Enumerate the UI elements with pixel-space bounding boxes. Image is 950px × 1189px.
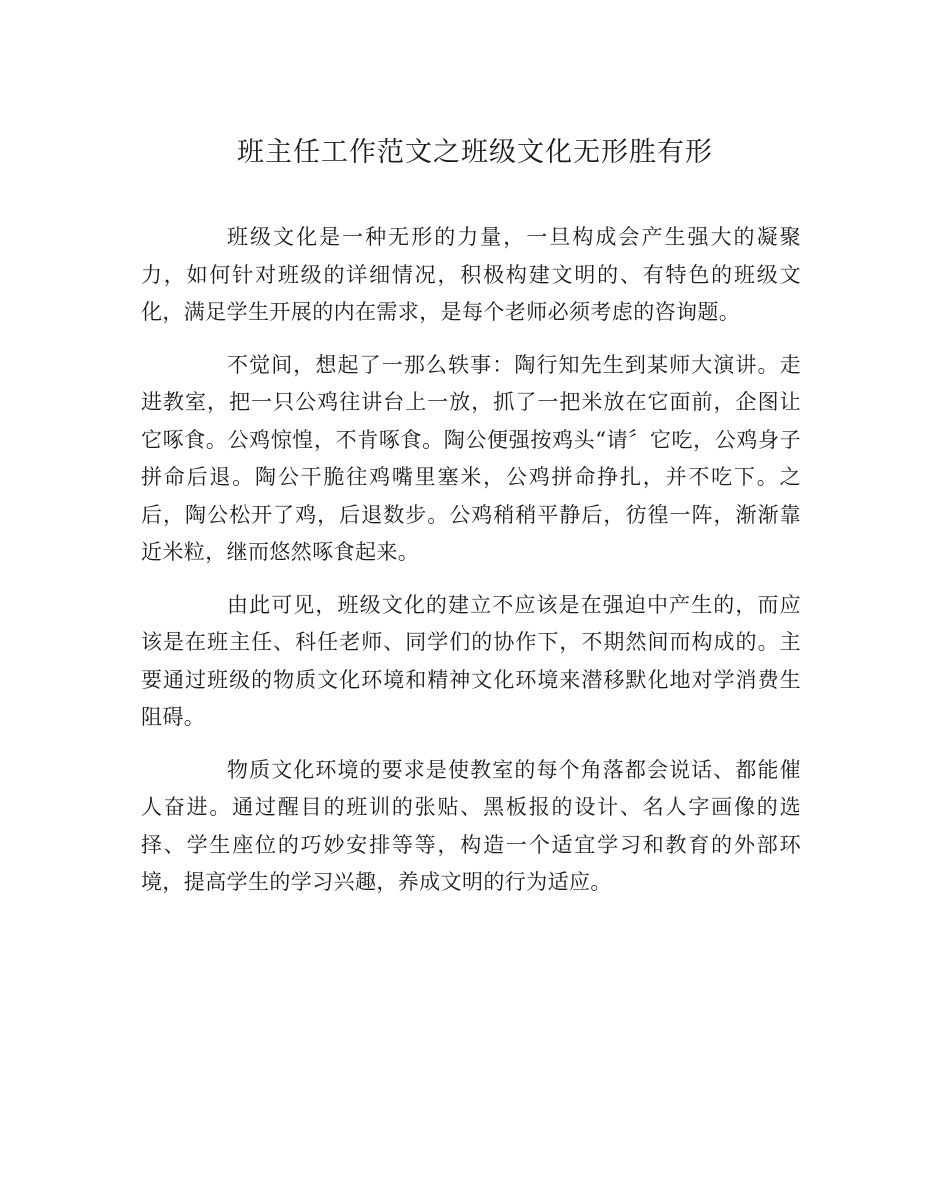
paragraph: 由此可见，班级文化的建立不应该是在强迫中产生的，而应该是在班主任、科任老师、同学们的协作下，不期然间而构成的。主要通过班级的物质文化环境和精神文化环境来潜移默化地对学消费生阻碍。 [141, 592, 801, 729]
document-title: 班主任工作范文之班级文化无形胜有形 [237, 137, 713, 168]
paragraph: 不觉间，想起了一那么轶事：陶行知先生到某师大演讲。走进教室，把一只公鸡往讲台上一放，抓了一把米放在它面前，企图让它啄食。公鸡惊惶，不肯啄食。陶公便强按鸡头“请〞它吃，公鸡身子拼命后退。陶公干脆往鸡嘴里塞米，公鸡拼命挣扎，并不吃下。之后，陶公松开了鸡，后退数步。公鸡稍稍平静后，彷徨一阵，渐渐靠近米粒，继而悠然啄食起来。 [141, 352, 801, 564]
paragraph: 物质文化环境的要求是使教室的每个角落都会说话、都能催人奋进。通过醒目的班训的张贴、黑板报的设计、名人字画像的选择、学生座位的巧妙安排等等，构造一个适宜学习和教育的外部环境，提高学生的学习兴趣，养成文明的行为适应。 [141, 757, 801, 894]
document-body [141, 219, 801, 902]
paragraph: 班级文化是一种无形的力量，一旦构成会产生强大的凝聚力，如何针对班级的详细情况，积极构建文明的、有特色的班级文化，满足学生开展的内在需求，是每个老师必须考虑的咨询题。 [141, 225, 801, 324]
